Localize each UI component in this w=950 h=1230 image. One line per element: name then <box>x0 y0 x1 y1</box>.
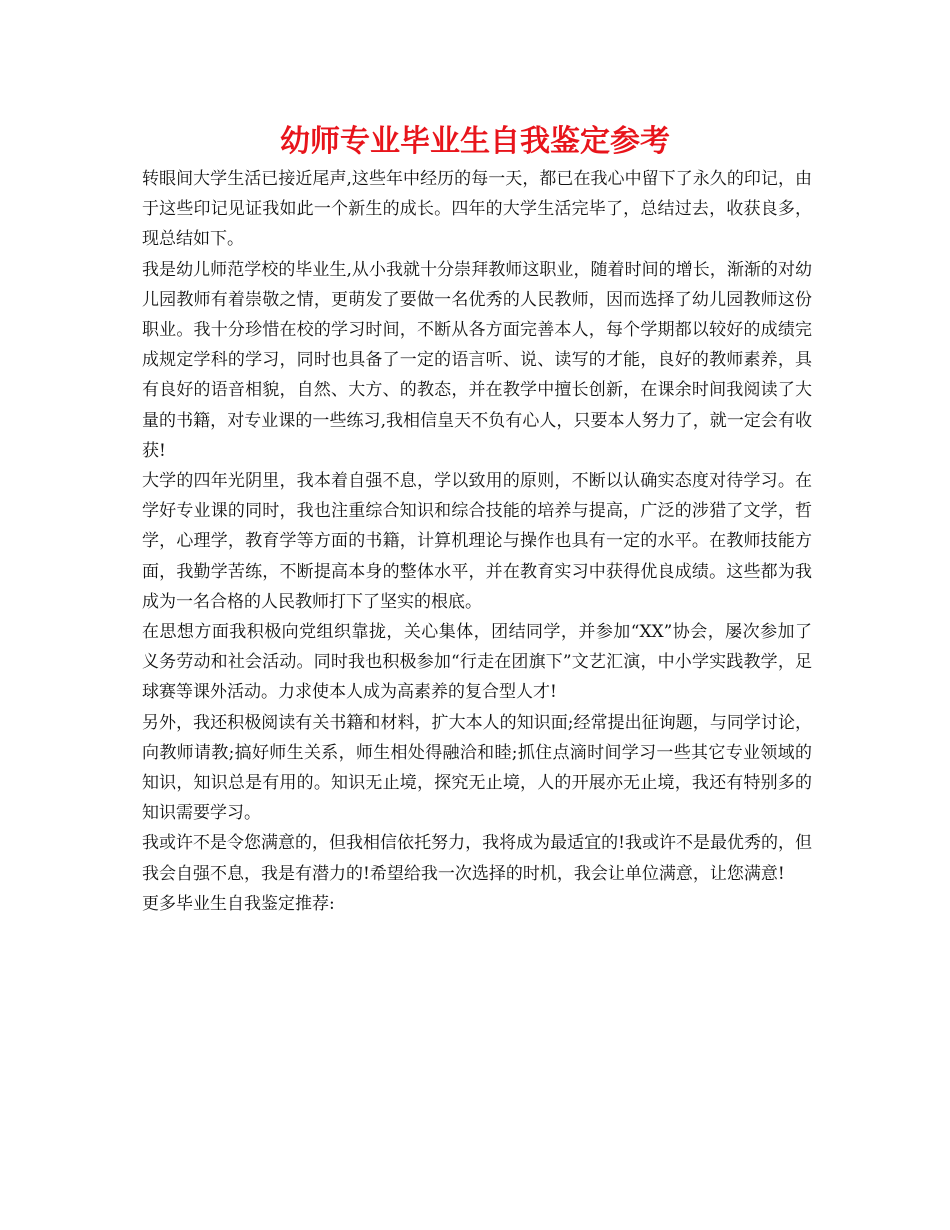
document-body <box>142 164 812 919</box>
paragraph-study: 大学的四年光阴里，我本着自强不息，学以致用的原则，不断以认确实态度对待学习。在学好专业课的同时，我也注重综合知识和综合技能的培养与提高，广泛的涉猎了文学，哲学，心理学，教育学等方面的书籍，计算机理论与操作也具有一定的水平。在教师技能方面，我勤学苦练，不断提高本身的整体水平，并在教育实习中获得优良成绩。这些都为我成为一名合格的人民教师打下了坚实的根底。 <box>142 471 812 612</box>
paragraph-ideology: 在思想方面我积极向党组织靠拢，关心集体，团结同学，并参加“XX”协会，屡次参加了义务劳动和社会活动。同时我也积极参加“行走在团旗下”文艺汇演，中小学实践教学，足球赛等课外活动。力求使本人成为高素养的复合型人才! <box>142 622 812 703</box>
paragraph-extra-learning: 另外，我还积极阅读有关书籍和材料，扩大本人的知识面;经常提出征询题，与同学讨论，向教师请教;搞好师生关系，师生相处得融洽和睦;抓住点滴时间学习一些其它专业领域的知识，知识总是有用的。知识无止境，探究无止境，人的开展亦无止境，我还有特别多的知识需要学习。 <box>142 712 812 824</box>
paragraph-intro: 转眼间大学生活已接近尾声,这些年中经历的每一天，都已在我心中留下了永久的印记，由于这些印记见证我如此一个新生的成长。四年的大学生活完毕了，总结过去，收获良多，现总结如下。 <box>142 169 812 250</box>
paragraph-background: 我是幼儿师范学校的毕业生,从小我就十分崇拜教师这职业，随着时间的增长，渐渐的对幼儿园教师有着崇敬之情，更萌发了要做一名优秀的人民教师，因而选择了幼儿园教师这份职业。我十分珍惜在校的学习时间，不断从各方面完善本人，每个学期都以较好的成绩完成规定学科的学习，同时也具备了一定的语言听、说、读写的才能，良好的教师素养，具有良好的语音相貌，自然、大方、的教态，并在教学中擅长创新，在课余时间我阅读了大量的书籍，对专业课的一些练习,我相信皇天不负有心人，只要本人努力了，就一定会有收获! <box>142 259 812 461</box>
page-title: 幼师专业毕业生自我鉴定参考 <box>280 124 670 159</box>
paragraph-conclusion: 我或许不是令您满意的，但我相信依托努力，我将成为最适宜的!我或许不是最优秀的，但我会自强不息，我是有潜力的!希望给我一次选择的时机，我会让单位满意，让您满意! <box>142 833 812 884</box>
paragraph-more-recommendations: 更多毕业生自我鉴定推荐: <box>142 893 335 914</box>
